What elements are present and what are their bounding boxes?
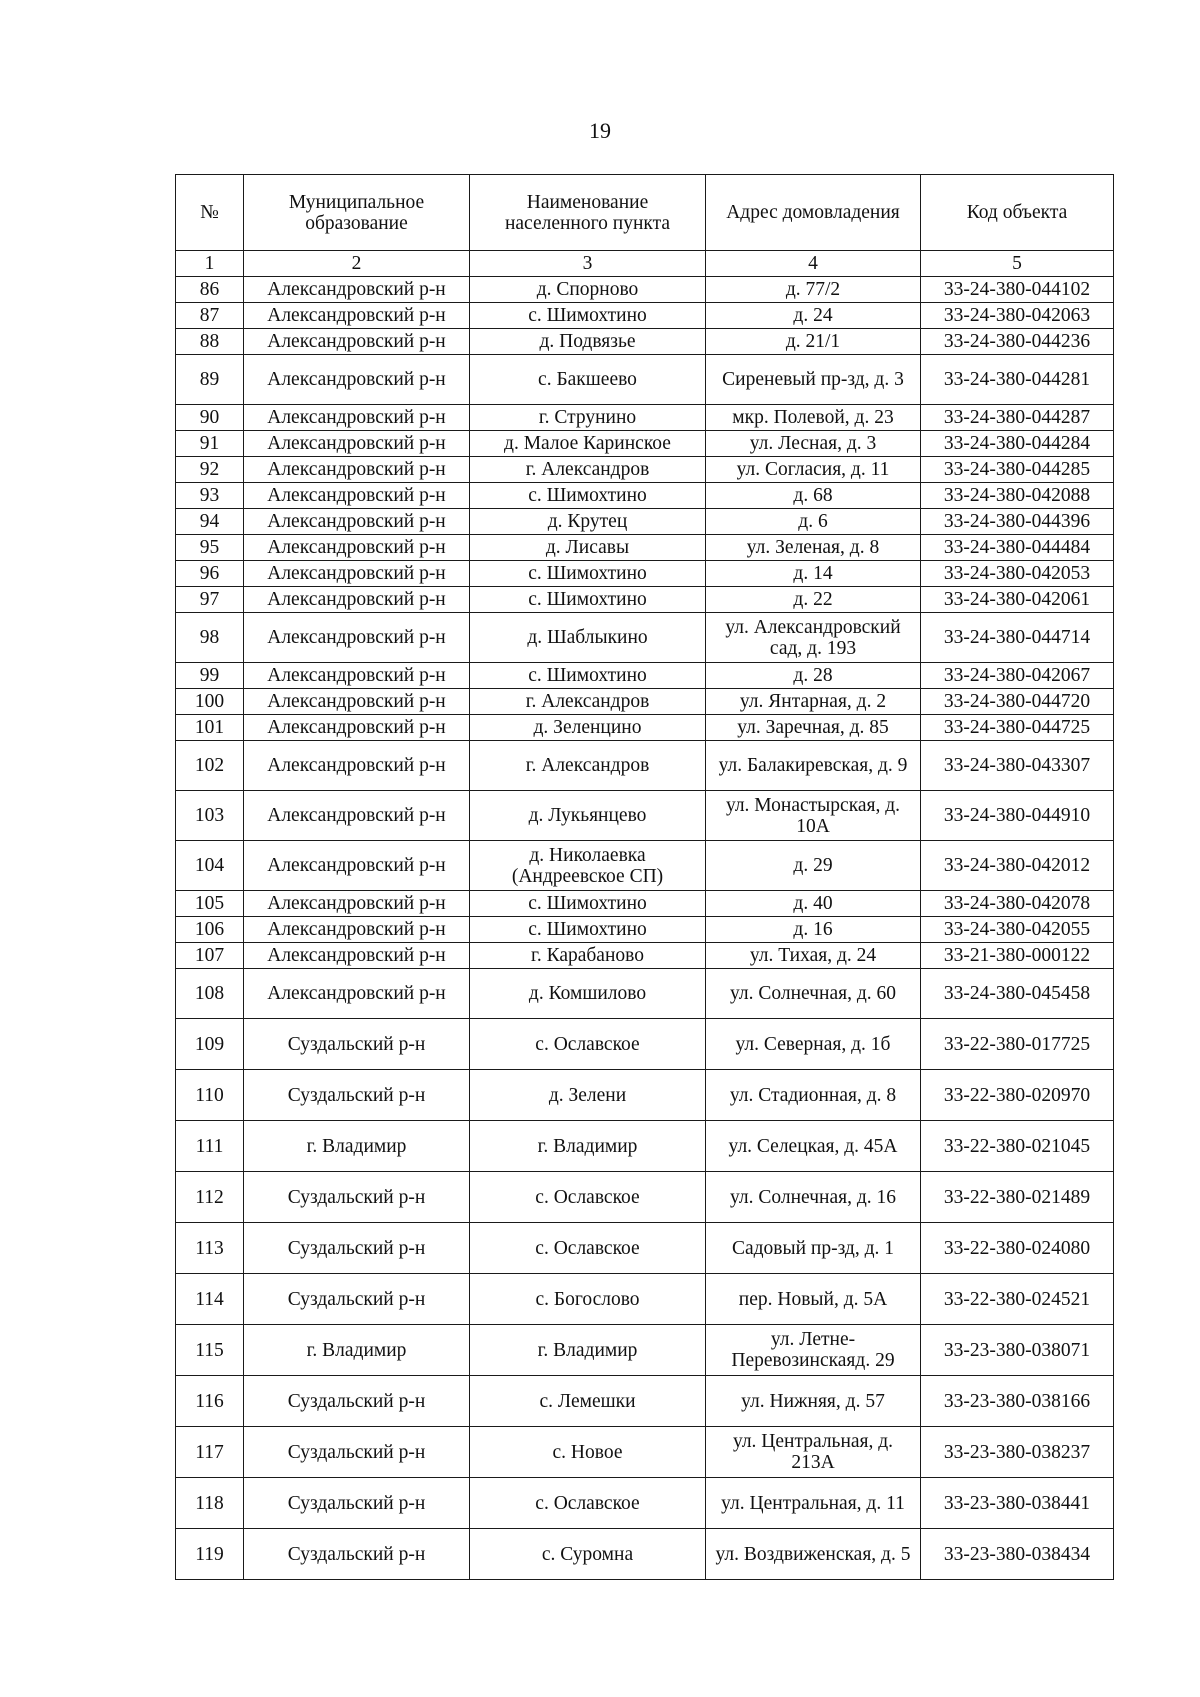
address-cell: д. 77/2 (706, 277, 921, 303)
table-row (176, 1274, 1114, 1325)
row-number-cell: 92 (176, 457, 244, 483)
address-cell: Сиреневый пр-зд, д. 3 (706, 355, 921, 405)
address-cell: ул. Лесная, д. 3 (706, 431, 921, 457)
object-code-cell: 33-22-380-017725 (921, 1019, 1114, 1070)
object-code-cell: 33-24-380-045458 (921, 969, 1114, 1019)
table-row (176, 1223, 1114, 1274)
object-code-cell: 33-24-380-044725 (921, 715, 1114, 741)
table-row (176, 1172, 1114, 1223)
object-code-cell: 33-22-380-024521 (921, 1274, 1114, 1325)
municipality-cell: Суздальский р-н (244, 1223, 470, 1274)
address-cell: ул. Северная, д. 1б (706, 1019, 921, 1070)
settlement-cell: с. Шимохтино (470, 561, 706, 587)
address-cell: ул. Согласия, д. 11 (706, 457, 921, 483)
municipality-cell: Александровский р-н (244, 405, 470, 431)
settlement-cell: с. Новое (470, 1427, 706, 1478)
object-code-cell: 33-22-380-021045 (921, 1121, 1114, 1172)
settlement-cell: д. Шаблыкино (470, 613, 706, 663)
table-row (176, 1427, 1114, 1478)
settlement-cell: г. Владимир (470, 1325, 706, 1376)
settlement-cell: с. Богослово (470, 1274, 706, 1325)
table-row (176, 509, 1114, 535)
table-row (176, 841, 1114, 891)
municipality-cell: Александровский р-н (244, 329, 470, 355)
settlement-cell: г. Александров (470, 741, 706, 791)
settlement-cell: д. Крутец (470, 509, 706, 535)
municipality-cell: Александровский р-н (244, 613, 470, 663)
municipality-cell: Александровский р-н (244, 891, 470, 917)
table-row (176, 1529, 1114, 1580)
settlement-cell: с. Шимохтино (470, 483, 706, 509)
row-number-cell: 106 (176, 917, 244, 943)
object-code-cell: 33-24-380-042061 (921, 587, 1114, 613)
table-row (176, 1019, 1114, 1070)
settlement-cell: с. Шимохтино (470, 891, 706, 917)
object-code-cell: 33-24-380-044910 (921, 791, 1114, 841)
object-code-cell: 33-24-380-043307 (921, 741, 1114, 791)
settlement-cell: с. Бакшеево (470, 355, 706, 405)
settlement-cell: д. Малое Каринское (470, 431, 706, 457)
table-row (176, 535, 1114, 561)
municipality-cell: Александровский р-н (244, 689, 470, 715)
settlement-cell: с. Шимохтино (470, 587, 706, 613)
table-row (176, 613, 1114, 663)
municipality-cell: Александровский р-н (244, 561, 470, 587)
settlement-cell: с. Ославское (470, 1223, 706, 1274)
municipality-cell: Александровский р-н (244, 917, 470, 943)
settlement-cell: с. Ославское (470, 1019, 706, 1070)
settlement-cell: г. Владимир (470, 1121, 706, 1172)
address-cell: ул. Тихая, д. 24 (706, 943, 921, 969)
address-cell: д. 21/1 (706, 329, 921, 355)
object-code-cell: 33-22-380-021489 (921, 1172, 1114, 1223)
address-cell: ул. Воздвиженская, д. 5 (706, 1529, 921, 1580)
row-number-cell: 100 (176, 689, 244, 715)
object-code-cell: 33-23-380-038166 (921, 1376, 1114, 1427)
settlement-cell: с. Шимохтино (470, 663, 706, 689)
address-cell: ул. Заречная, д. 85 (706, 715, 921, 741)
row-number-cell: 118 (176, 1478, 244, 1529)
address-cell: ул. Солнечная, д. 16 (706, 1172, 921, 1223)
column-number: 4 (706, 251, 921, 277)
object-code-cell: 33-24-380-044236 (921, 329, 1114, 355)
column-number: 1 (176, 251, 244, 277)
column-number: 5 (921, 251, 1114, 277)
row-number-cell: 114 (176, 1274, 244, 1325)
object-code-cell: 33-24-380-044484 (921, 535, 1114, 561)
row-number-cell: 97 (176, 587, 244, 613)
table-row (176, 689, 1114, 715)
address-cell: ул. Стадионная, д. 8 (706, 1070, 921, 1121)
row-number-cell: 119 (176, 1529, 244, 1580)
row-number-cell: 96 (176, 561, 244, 587)
settlement-cell: с. Ославское (470, 1478, 706, 1529)
address-cell: д. 40 (706, 891, 921, 917)
row-number-cell: 89 (176, 355, 244, 405)
header-settlement: Наименование населенного пункта (470, 175, 706, 251)
object-code-cell: 33-24-380-044396 (921, 509, 1114, 535)
municipality-cell: Суздальский р-н (244, 1376, 470, 1427)
address-cell: ул. Солнечная, д. 60 (706, 969, 921, 1019)
table-row (176, 1121, 1114, 1172)
object-code-cell: 33-24-380-042063 (921, 303, 1114, 329)
table-body (176, 277, 1114, 1580)
column-number: 2 (244, 251, 470, 277)
table-row (176, 561, 1114, 587)
table-row (176, 1376, 1114, 1427)
municipality-cell: Суздальский р-н (244, 1478, 470, 1529)
address-cell: ул. Монастырская, д. 10А (706, 791, 921, 841)
address-cell: д. 16 (706, 917, 921, 943)
municipality-cell: Суздальский р-н (244, 1427, 470, 1478)
address-cell: д. 29 (706, 841, 921, 891)
settlement-cell: с. Ославское (470, 1172, 706, 1223)
table-row (176, 969, 1114, 1019)
table-row (176, 715, 1114, 741)
table-row (176, 303, 1114, 329)
object-code-cell: 33-24-380-042053 (921, 561, 1114, 587)
settlement-cell: с. Шимохтино (470, 917, 706, 943)
settlement-cell: д. Лисавы (470, 535, 706, 561)
municipality-cell: г. Владимир (244, 1121, 470, 1172)
object-code-cell: 33-24-380-044281 (921, 355, 1114, 405)
row-number-cell: 104 (176, 841, 244, 891)
address-cell: ул. Летне-Перевозинскаяд. 29 (706, 1325, 921, 1376)
object-code-cell: 33-24-380-044102 (921, 277, 1114, 303)
row-number-cell: 86 (176, 277, 244, 303)
header-number: № (176, 175, 244, 251)
table-row (176, 741, 1114, 791)
settlement-cell: г. Александров (470, 457, 706, 483)
table-row (176, 1070, 1114, 1121)
address-cell: д. 24 (706, 303, 921, 329)
address-cell: пер. Новый, д. 5А (706, 1274, 921, 1325)
address-cell: д. 68 (706, 483, 921, 509)
header-municipality: Муниципальное образование (244, 175, 470, 251)
table-row (176, 329, 1114, 355)
settlement-cell: д. Спорново (470, 277, 706, 303)
address-cell: ул. Центральная, д. 11 (706, 1478, 921, 1529)
municipality-cell: Александровский р-н (244, 509, 470, 535)
object-code-cell: 33-24-380-044720 (921, 689, 1114, 715)
row-number-cell: 113 (176, 1223, 244, 1274)
row-number-cell: 93 (176, 483, 244, 509)
row-number-cell: 117 (176, 1427, 244, 1478)
municipality-cell: Александровский р-н (244, 277, 470, 303)
settlement-cell: д. Николаевка (Андреевское СП) (470, 841, 706, 891)
settlement-cell: с. Суромна (470, 1529, 706, 1580)
row-number-cell: 112 (176, 1172, 244, 1223)
object-code-cell: 33-23-380-038071 (921, 1325, 1114, 1376)
page-number: 19 (589, 118, 611, 143)
settlement-cell: д. Комшилово (470, 969, 706, 1019)
table-row (176, 483, 1114, 509)
settlement-cell: с. Шимохтино (470, 303, 706, 329)
row-number-cell: 103 (176, 791, 244, 841)
municipality-cell: Суздальский р-н (244, 1529, 470, 1580)
table-row (176, 891, 1114, 917)
municipality-cell: Александровский р-н (244, 841, 470, 891)
address-cell: д. 28 (706, 663, 921, 689)
row-number-cell: 116 (176, 1376, 244, 1427)
settlement-cell: г. Струнино (470, 405, 706, 431)
object-code-cell: 33-24-380-042078 (921, 891, 1114, 917)
row-number-cell: 115 (176, 1325, 244, 1376)
address-cell: ул. Балакиревская, д. 9 (706, 741, 921, 791)
address-cell: ул. Зеленая, д. 8 (706, 535, 921, 561)
settlement-cell: д. Зелени (470, 1070, 706, 1121)
row-number-cell: 110 (176, 1070, 244, 1121)
row-number-cell: 87 (176, 303, 244, 329)
header-code: Код объекта (921, 175, 1114, 251)
object-code-cell: 33-24-380-042088 (921, 483, 1114, 509)
address-cell: д. 6 (706, 509, 921, 535)
header-address: Адрес домовладения (706, 175, 921, 251)
object-code-cell: 33-23-380-038441 (921, 1478, 1114, 1529)
municipality-cell: Александровский р-н (244, 587, 470, 613)
table-row (176, 1325, 1114, 1376)
table-row (176, 277, 1114, 303)
object-code-cell: 33-24-380-044714 (921, 613, 1114, 663)
column-number: 3 (470, 251, 706, 277)
address-cell: ул. Селецкая, д. 45А (706, 1121, 921, 1172)
table-row (176, 457, 1114, 483)
object-code-cell: 33-24-380-044284 (921, 431, 1114, 457)
table-row (176, 917, 1114, 943)
settlement-cell: д. Зеленцино (470, 715, 706, 741)
table-row (176, 587, 1114, 613)
object-code-cell: 33-24-380-042067 (921, 663, 1114, 689)
row-number-cell: 107 (176, 943, 244, 969)
objects-table (175, 174, 1114, 1580)
municipality-cell: Суздальский р-н (244, 1172, 470, 1223)
municipality-cell: Александровский р-н (244, 535, 470, 561)
row-number-cell: 91 (176, 431, 244, 457)
table-header-row (176, 175, 1114, 251)
municipality-cell: Александровский р-н (244, 663, 470, 689)
settlement-cell: д. Подвязье (470, 329, 706, 355)
row-number-cell: 109 (176, 1019, 244, 1070)
municipality-cell: Суздальский р-н (244, 1019, 470, 1070)
table-row (176, 791, 1114, 841)
address-cell: мкр. Полевой, д. 23 (706, 405, 921, 431)
settlement-cell: г. Александров (470, 689, 706, 715)
row-number-cell: 102 (176, 741, 244, 791)
settlement-cell: д. Лукьянцево (470, 791, 706, 841)
object-code-cell: 33-22-380-020970 (921, 1070, 1114, 1121)
row-number-cell: 111 (176, 1121, 244, 1172)
object-code-cell: 33-23-380-038434 (921, 1529, 1114, 1580)
municipality-cell: Александровский р-н (244, 969, 470, 1019)
table-row (176, 663, 1114, 689)
address-cell: д. 22 (706, 587, 921, 613)
municipality-cell: Александровский р-н (244, 355, 470, 405)
municipality-cell: Александровский р-н (244, 791, 470, 841)
row-number-cell: 90 (176, 405, 244, 431)
object-code-cell: 33-23-380-038237 (921, 1427, 1114, 1478)
municipality-cell: Суздальский р-н (244, 1274, 470, 1325)
table-row (176, 405, 1114, 431)
municipality-cell: Александровский р-н (244, 457, 470, 483)
municipality-cell: г. Владимир (244, 1325, 470, 1376)
column-number-row (176, 251, 1114, 277)
settlement-cell: г. Карабаново (470, 943, 706, 969)
address-cell: д. 14 (706, 561, 921, 587)
address-cell: Садовый пр-зд, д. 1 (706, 1223, 921, 1274)
table-row (176, 943, 1114, 969)
address-cell: ул. Нижняя, д. 57 (706, 1376, 921, 1427)
address-cell: ул. Александровский сад, д. 193 (706, 613, 921, 663)
address-cell: ул. Янтарная, д. 2 (706, 689, 921, 715)
row-number-cell: 108 (176, 969, 244, 1019)
row-number-cell: 99 (176, 663, 244, 689)
object-code-cell: 33-21-380-000122 (921, 943, 1114, 969)
table-row (176, 355, 1114, 405)
object-code-cell: 33-24-380-044285 (921, 457, 1114, 483)
municipality-cell: Александровский р-н (244, 303, 470, 329)
municipality-cell: Александровский р-н (244, 741, 470, 791)
settlement-cell: с. Лемешки (470, 1376, 706, 1427)
object-code-cell: 33-24-380-042055 (921, 917, 1114, 943)
row-number-cell: 105 (176, 891, 244, 917)
municipality-cell: Александровский р-н (244, 483, 470, 509)
municipality-cell: Александровский р-н (244, 943, 470, 969)
object-code-cell: 33-22-380-024080 (921, 1223, 1114, 1274)
table-row (176, 431, 1114, 457)
municipality-cell: Суздальский р-н (244, 1070, 470, 1121)
table-row (176, 1478, 1114, 1529)
row-number-cell: 94 (176, 509, 244, 535)
object-code-cell: 33-24-380-044287 (921, 405, 1114, 431)
row-number-cell: 95 (176, 535, 244, 561)
object-code-cell: 33-24-380-042012 (921, 841, 1114, 891)
municipality-cell: Александровский р-н (244, 431, 470, 457)
row-number-cell: 98 (176, 613, 244, 663)
address-cell: ул. Центральная, д. 213А (706, 1427, 921, 1478)
row-number-cell: 101 (176, 715, 244, 741)
row-number-cell: 88 (176, 329, 244, 355)
municipality-cell: Александровский р-н (244, 715, 470, 741)
